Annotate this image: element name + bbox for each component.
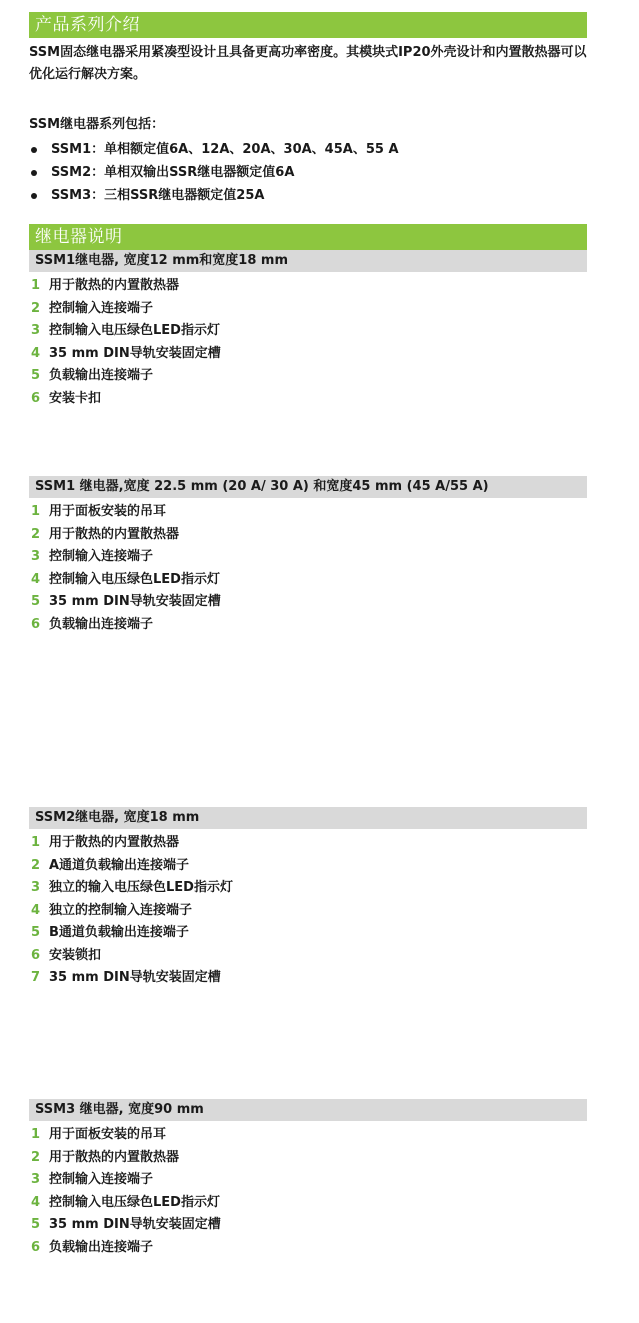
- item-number: 1: [31, 835, 41, 850]
- parts-list-item: [29, 320, 587, 343]
- parts-list-item: [29, 922, 587, 945]
- parts-list-item: [29, 569, 587, 592]
- parts-list-item: [29, 1169, 587, 1192]
- parts-list: [29, 832, 587, 990]
- item-number: 5: [31, 594, 41, 609]
- parts-list-item: [29, 1192, 587, 1215]
- parts-list-item: [29, 546, 587, 569]
- relay-block-header: SSM1继电器, 宽度12 mm和宽度18 mm: [29, 250, 587, 272]
- series-list: [29, 138, 587, 207]
- relay-section: [29, 224, 587, 250]
- section-title-intro: 产品系列介绍: [29, 12, 587, 38]
- parts-list-item: [29, 365, 587, 388]
- item-text: 独立的控制输入连接端子: [49, 902, 193, 918]
- item-number: 6: [31, 1239, 41, 1255]
- relay-block-header: SSM3 继电器, 宽度90 mm: [29, 1099, 587, 1121]
- item-number: 7: [31, 970, 41, 985]
- item-number: 4: [31, 1194, 41, 1210]
- relay-block-ssm3: [29, 1099, 587, 1259]
- item-text: 控制输入连接端子: [49, 549, 154, 564]
- intro-section: [29, 12, 587, 207]
- bullet-icon: [31, 170, 37, 176]
- item-number: 3: [31, 549, 41, 564]
- series-item-text: SSM3：三相SSR继电器额定值25A: [51, 188, 265, 203]
- item-text: 35 mm DIN导轨安装固定槽: [49, 1217, 221, 1232]
- item-number: 6: [31, 947, 41, 963]
- parts-list-item: [29, 1147, 587, 1170]
- item-text: 用于面板安装的吊耳: [49, 1127, 167, 1142]
- item-number: 5: [31, 925, 41, 940]
- relay-block-ssm2: [29, 807, 587, 990]
- item-text: 控制输入电压绿色LED指示灯: [49, 1194, 220, 1210]
- parts-list-item: [29, 591, 587, 614]
- relay-block-ssm1-small: [29, 250, 587, 410]
- item-text: 控制输入电压绿色LED指示灯: [49, 323, 220, 338]
- item-number: 3: [31, 1172, 41, 1187]
- item-text: 控制输入电压绿色LED指示灯: [49, 571, 220, 587]
- parts-list-item: [29, 614, 587, 637]
- item-text: 负载输出连接端子: [49, 368, 154, 383]
- parts-list-item: [29, 1214, 587, 1237]
- item-number: 4: [31, 571, 41, 587]
- series-item: [29, 138, 587, 161]
- parts-list-item: [29, 388, 587, 411]
- item-number: 4: [31, 902, 41, 918]
- item-text: 安装卡扣: [49, 390, 102, 406]
- item-number: 2: [31, 300, 41, 316]
- relay-block-ssm1-large: [29, 476, 587, 636]
- parts-list-item: [29, 967, 587, 990]
- item-text: 用于面板安装的吊耳: [49, 504, 167, 519]
- series-item: [29, 161, 587, 184]
- parts-list-item: [29, 832, 587, 855]
- item-text: B通道负载输出连接端子: [49, 925, 189, 940]
- parts-list-item: [29, 900, 587, 923]
- item-number: 2: [31, 1149, 41, 1165]
- item-number: 3: [31, 323, 41, 338]
- item-text: 负载输出连接端子: [49, 1239, 154, 1255]
- parts-list-item: [29, 945, 587, 968]
- intro-paragraph: SSM固态继电器采用紧凑型设计且具备更高功率密度。其模块式IP20外壳设计和内置散热器可以优化运行解决方案。: [29, 45, 587, 82]
- parts-list-item: [29, 524, 587, 547]
- item-number: 3: [31, 880, 41, 895]
- relay-block-header: SSM1 继电器,宽度 22.5 mm (20 A/ 30 A) 和宽度45 mm (45 A/55 A): [29, 476, 587, 498]
- parts-list: [29, 1124, 587, 1259]
- item-text: 控制输入连接端子: [49, 300, 154, 316]
- relay-block-header: SSM2继电器, 宽度18 mm: [29, 807, 587, 829]
- parts-list-item: [29, 855, 587, 878]
- item-text: 用于散热的内置散热器: [49, 526, 180, 542]
- series-item-text: SSM1：单相额定值6A、12A、20A、30A、45A、55 A: [51, 142, 399, 157]
- item-number: 5: [31, 1217, 41, 1232]
- item-number: 2: [31, 857, 41, 873]
- item-text: 用于散热的内置散热器: [49, 278, 180, 293]
- parts-list-item: [29, 1124, 587, 1147]
- series-item-text: SSM2：单相双输出SSR继电器额定值6A: [51, 165, 295, 180]
- parts-list-item: [29, 877, 587, 900]
- item-text: 独立的输入电压绿色LED指示灯: [49, 880, 233, 895]
- parts-list-item: [29, 1237, 587, 1260]
- item-number: 6: [31, 390, 41, 406]
- item-number: 1: [31, 1127, 41, 1142]
- item-number: 1: [31, 278, 41, 293]
- section-title-relay: 继电器说明: [29, 224, 587, 250]
- item-number: 4: [31, 345, 41, 361]
- item-text: 安装锁扣: [49, 947, 102, 963]
- parts-list: [29, 501, 587, 636]
- parts-list-item: [29, 343, 587, 366]
- item-text: 用于散热的内置散热器: [49, 835, 180, 850]
- item-number: 6: [31, 616, 41, 632]
- item-text: A通道负载输出连接端子: [49, 857, 190, 873]
- parts-list-item: [29, 275, 587, 298]
- series-item: [29, 184, 587, 207]
- item-text: 控制输入连接端子: [49, 1172, 154, 1187]
- item-number: 2: [31, 526, 41, 542]
- parts-list-item: [29, 298, 587, 321]
- parts-list-item: [29, 501, 587, 524]
- item-text: 35 mm DIN导轨安装固定槽: [49, 345, 221, 361]
- item-text: 35 mm DIN导轨安装固定槽: [49, 594, 221, 609]
- bullet-icon: [31, 147, 37, 153]
- parts-list: [29, 275, 587, 410]
- item-text: 35 mm DIN导轨安装固定槽: [49, 970, 221, 985]
- bullet-icon: [31, 193, 37, 199]
- item-number: 5: [31, 368, 41, 383]
- item-number: 1: [31, 504, 41, 519]
- item-text: 用于散热的内置散热器: [49, 1149, 180, 1165]
- series-heading: SSM继电器系列包括：: [29, 117, 165, 132]
- item-text: 负载输出连接端子: [49, 616, 154, 632]
